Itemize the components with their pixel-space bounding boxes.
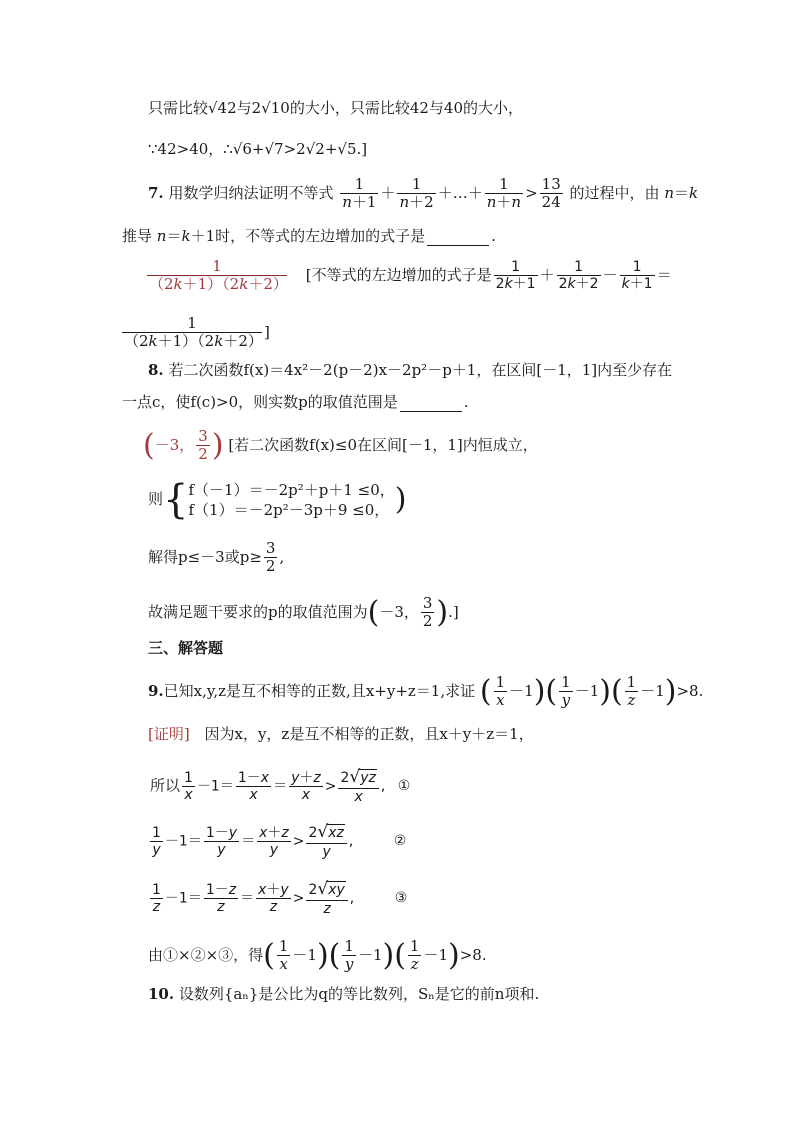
fraction-1-over-n1: $\frac{1}{n+1}$	[342, 175, 377, 212]
mark-2: ②	[393, 833, 407, 850]
proof-conclusion: 由①×②×③，得( $\frac{1}{x}$ －1)( $\frac{1}{y}$ －1)( $\frac{1}{z}$ －1)>8.	[148, 937, 487, 974]
question-8-text-2: 一点c，使f(c)>0，则实数p的取值范围是	[122, 393, 398, 411]
mark-1: ①	[397, 778, 411, 795]
fraction-1-over-n2: $\frac{1}{n+2}$	[399, 175, 434, 212]
proof-line-1	[148, 724, 534, 744]
compare-text-2: ∵42>40，∴√6+√7>2√2+√5.]	[148, 140, 368, 158]
question-7-line-2: 推导 n＝k＋1时，不等式的左边增加的式子是 .	[122, 227, 496, 245]
question-7-text-a: 用数学归纳法证明不等式	[168, 183, 334, 202]
proof-text-1: 因为x，y，z是互不相等的正数，且x＋y＋z＝1，	[204, 725, 534, 743]
proof-eq-1: 所以 $\frac{1}{x}$ －1＝ $\frac{1-x}{x}$ ＝ $\frac{y+z}{x}$ > $\frac{2√yz}{x}$ , ①	[150, 767, 411, 805]
question-8-conclusion: 故满足题干要求的p的取值范围为(－3， $\frac{3}{2}$ ).]	[148, 594, 459, 631]
answer-7-fraction: $\frac{1}{(2k+1)(2k+2)}$	[149, 257, 288, 294]
proof-so: 所以	[150, 776, 181, 795]
question-8-text: 若二次函数f(x)＝4x²－2(p－2)x－2p²－p＋1，在区间[－1，1]内至少存在	[168, 361, 673, 379]
question-8-line-2: 一点c，使f(c)>0，则实数p的取值范围是 .	[122, 393, 469, 411]
section-heading-3: 三、解答题	[148, 639, 224, 657]
fraction-13-over-24: $\frac{13}{24}$	[541, 175, 561, 212]
question-8-number: 8.	[148, 361, 164, 379]
question-9: 9.已知x,y,z是互不相等的正数,且x+y+z＝1,求证 ( $\frac{1}{x}$ －1)( $\frac{1}{y}$ －1)( $\frac{1}{z}$ －1)>8.	[148, 673, 704, 710]
answer-blank-8	[400, 397, 462, 412]
question-10	[148, 984, 539, 1004]
solve-text: 解得p≤－3或p≥	[148, 547, 262, 566]
system-then: 则	[148, 490, 164, 508]
question-7-text-c: 推导	[122, 227, 153, 245]
fraction-1-over-nn: $\frac{1}{n+n}$	[486, 175, 522, 212]
proof-from: 由①×②×③，得	[148, 945, 264, 964]
answer-7-result-fraction: $\frac{1}{(2k+1)(2k+2)}$	[124, 314, 263, 351]
answer-7-intro: [不等式的左边增加的式子是	[305, 265, 492, 284]
proof-eq-2: $\frac{1}{y}$ －1＝ $\frac{1-y}{y}$ ＝ $\frac{x+z}{y}$ > $\frac{2√xz}{y}$ , ②	[152, 822, 407, 860]
proof-tag: [证明]	[148, 725, 190, 743]
compare-text-1: 只需比较√42与2√10的大小，只需比较42与40的大小，	[148, 99, 524, 117]
line-compare-1	[148, 98, 523, 118]
question-9-number: 9.	[148, 681, 164, 700]
question-7-text-d: 时，不等式的左边增加的式子是	[215, 227, 426, 245]
answer-blank-7	[427, 231, 489, 246]
line-compare-2	[148, 139, 367, 159]
proof-eq-3: $\frac{1}{z}$ －1＝ $\frac{1-z}{z}$ ＝ $\frac{x+y}{z}$ > $\frac{2√xy}{z}$ , ③	[152, 879, 408, 917]
question-7-line-1: 7. 用数学归纳法证明不等式 $\frac{1}{n+1}$ ＋ $\frac{1}{n+2}$ ＋…＋ $\frac{1}{n+n}$ > $\frac{13}{24}$ 的过程中，由 n＝k	[148, 175, 699, 212]
answer-8-fraction: $\frac{3}{2}$	[198, 427, 208, 464]
system-row-2: f（1）＝－2p²－3p＋9 ≤0，	[188, 501, 390, 519]
question-8-system: 则{ f（－1）＝－2p²＋p＋1 ≤0， f（1）＝－2p²－3p＋9 ≤0， )	[148, 477, 407, 523]
question-7-answer-2: $\frac{1}{(2k+1)(2k+2)}$ ]	[124, 314, 270, 351]
question-8-line-1	[148, 360, 672, 380]
question-7-text-b: 的过程中，由	[569, 183, 660, 202]
conclusion-text: 故满足题干要求的p的取值范围为	[148, 602, 368, 621]
system-row-1: f（－1）＝－2p²＋p＋1 ≤0，	[188, 481, 395, 499]
question-7-number: 7.	[148, 183, 164, 202]
answer-8-intro: [若二次函数f(x)≤0在区间[－1，1]内恒成立，	[228, 435, 538, 454]
mark-3: ③	[394, 890, 408, 907]
question-8-solve: 解得p≤－3或p≥ $\frac{3}{2}$ ,	[148, 539, 285, 576]
question-8-answer: (－3， $\frac{3}{2}$ ) [若二次函数f(x)≤0在区间[－1，1]内恒成立，	[143, 427, 538, 464]
question-10-text: 设数列{aₙ}是公比为q的等比数列，Sₙ是它的前n项和.	[178, 985, 540, 1003]
question-10-number: 10.	[148, 985, 175, 1003]
question-7-answer: $\frac{1}{(2k+1)(2k+2)}$ [不等式的左边增加的式子是 $\frac{1}{2k+1}$ ＋ $\frac{1}{2k+2}$ － $\frac{1}{k+1}$ ＝	[149, 257, 672, 294]
question-9-text: 已知x,y,z是互不相等的正数,且x+y+z＝1,求证	[163, 681, 476, 700]
